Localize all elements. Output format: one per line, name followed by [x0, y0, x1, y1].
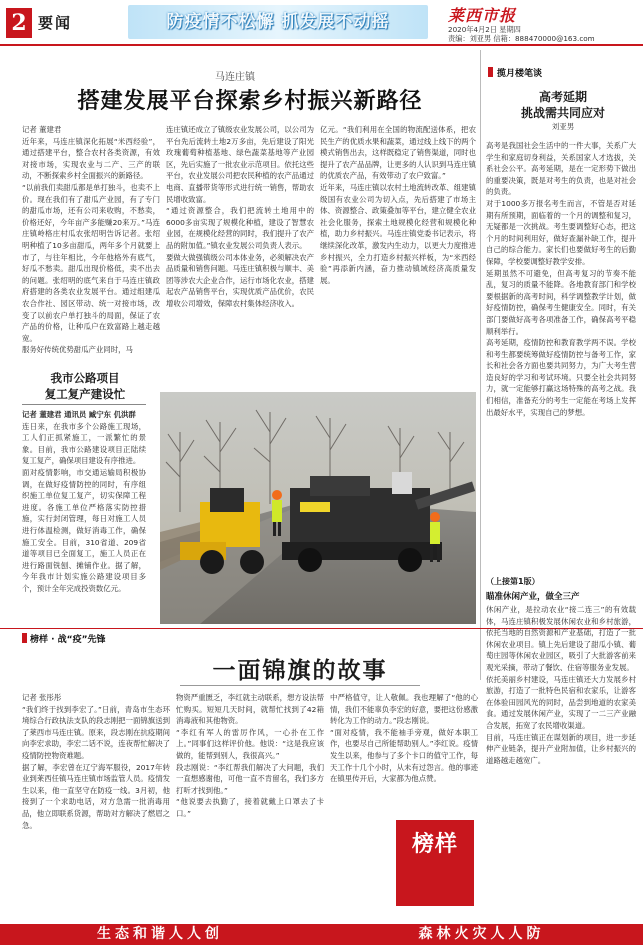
road-headline-1: 我市公路项目 [50, 371, 120, 385]
sidebar-body: 高考是我国社会生活中的一件大事，关系广大学生和家庭切身利益，关系国家人才选拔，关系社会公平。高考延期，是在一定形势下做出的重要决策，既是对考生的负责，也是对社会的负责。 对于1000多万报名考生而言，不管是否对延期有所预期，面临着的一个月的调整和复习，无疑都是一次挑战。考生要调整好心态，把这个月的时间利用好，做好查漏补缺工作，提升自己的综合能力。家长们也要做好考生的后勤保障，学校要调整好教学安排。 延期虽然不可避免，但高考复习的节奏不能乱，复习的质量不能降。各地教育部门和学校要根据新的高考时间，科学调整教学计划，做好疫情防控，确保考生健康安全。同时，有关部门要做好高考各项准备工作，确保高考平稳顺利举行。 高考延期，疫情防控和教育教学两不误。学校和考生都要统筹做好疫情防控与备考工作，家长和社会各方面也要共同努力，为广大考生营造良好的学习和考试环境。只要全社会共同努力，就一定能够打赢这场特殊的高考之战。我们相信，准备充分的考生一定能在考场上发挥出最好水平，实现自己的梦想。 [486, 141, 636, 417]
main-kicker: 马连庄镇 [215, 72, 255, 83]
road-body: 连日来，在我市多个公路施工现场，工人们正抓紧施工，一派繁忙的景象。目前，我市公路建设项目正陆续复工复产，确保项目建设有序推进。 面对疫情影响，市交通运输局积极协调，在做好疫情防控的同时，有序组织施工单位复工复产，切实保障工程进度。各施工单位严格落实防控措施，实行封闭管理，每日对施工人员进行体温检测，做好消毒工作，确保施工安全。目前，310省道、209省道等项目已全面复工，施工人员正在进行路面铣刨、摊铺作业。据了解，今年我市计划实施公路建设项目多个，预计全年完成投资数亿元。 [22, 421, 146, 593]
road-rule [22, 404, 146, 405]
sidebar-rule [480, 50, 481, 680]
section-title: 要闻 [38, 14, 73, 32]
banner-slogan: 防疫情不松懈 抓发展不动摇 [166, 12, 390, 32]
page-number: 2 [6, 8, 32, 38]
honor-tag-label: 榜样 · 战“疫”先锋 [30, 635, 106, 645]
masthead-logo: 莱西市报 [448, 6, 517, 25]
issue-editor: 责编：刘亚男 信箱：888470000@163.com [448, 34, 595, 43]
sidebar2-body: 休闲产业，是拉动农业“接二连三”的有效载体，马连庄镇积极发展休闲农业和乡村旅游，依托当地的自然资源和产业基础，打造了一批休闲农业项目。镇上先后建设了甜瓜小镇、葡萄庄园等休闲农业园区，吸引了大批游客前来观光采摘，带动了餐饮、住宿等服务业发展。 依托美丽乡村建设，马连庄镇还大力发展乡村旅游，打造了一批特色民宿和农家乐，让游客在体验田园风光的同时，品尝到地道的农家美食。通过发展休闲产业，实现了一二三产业融合发展，拓宽了农民增收渠道。 目前，马连庄镇正在谋划新的项目，进一步延伸产业链条，提升产业附加值，让乡村振兴的道路越走越宽广。 [486, 605, 636, 765]
hero-article-col2: 物资严重匮乏，李红就主动联系，想方设法帮忙购买。短短几天时间，就帮忙找到了42箱消毒液和其他物资。 “李红有军人的雷厉作风，一心扑在工作上。”同事们这样评价他。他说：“这是我应该做的，能帮到别人，我很高兴。” 段志刚说：“李红帮我们解决了大问题，我们一直想感谢他，可他一直不肯留名，我们多方打听才找到他。” “他说要去执勤了，接着就戴上口罩去了卡口。” [176, 693, 324, 818]
main-article-col2: 连庄镇还成立了镇级农业发展公司，以公司为平台先后流转土地2万多亩，先后建设了阳光玫瑰葡萄种植基地、绿色蔬菜基地等产业园区，先后实施了一批农业示范项目。依托这些平台，农业发展公司把农民种植的农产品通过电商、直播带货等形式进行统一销售，帮助农民增收致富。 “通过资源整合，我们把流转土地用中的6000多亩实现了规模化种植，建设了智慧农业园，在规模化经营的同时，我们提升了农产品的附加值。”镇农业发展公司负责人表示。 要做大做强镇级公司本体业务，必须解决农产品质量和销售问题。马连庄镇积极与顺丰、美团等涉农大企业合作，运行市场化农业，搭建起农产品销售平台，实现优质产品优价，农民增收公司增效，保障农村集体经济收入。 [166, 125, 314, 308]
tag-marker-icon [22, 633, 27, 643]
hero-article-col3: 中严格值守，让人敬佩。我也理解了“他的心情，我们不能辜负李宏的好意，要把这份感激转化为工作的动力。”段志刚说。 “面对疫情，我不能袖手旁观，做好本职工作，也要尽自己所能帮助别人。”李红说。疫情发生以来，他参与了多个卡口的值守工作，每天工作十几个小时，从未有过怨言。他的事迹在镇里传开后，大家都为他点赞。 [330, 693, 478, 784]
construction-photo-illustration [160, 392, 476, 624]
continuation-tag: （上接第1版） [486, 577, 540, 586]
sidebar-headline-1: 高考延期 [538, 90, 587, 104]
road-byline: 记者 董建君 通讯员 臧宁东 仉洪群 [22, 410, 136, 419]
sidebar-headline-2: 挑战需共同应对 [520, 106, 605, 120]
hero-headline: 一面锦旗的故事 [212, 658, 388, 684]
construction-photo [160, 392, 476, 624]
hero-article-col1: 记者 张彤彤 “我们终于找到李宏了。”日前，青岛市生态环境综合行政执法支队的段志刚把一面锦旗送到了莱西市马连庄镇。原来，段志刚在抗疫期间向李宏求助，李宏二话不说，连夜帮忙解决了疫情防控物资难题。 据了解，李宏曾在辽宁海军服役，2017年转业到莱西任镇马连庄镇市场监管人员。疫情发生以来，他一直坚守在防疫一线。3月初，他接到了一个求助电话，对方急需一批消毒用品，他立即联系货源，帮助对方解决了燃眉之急。 [22, 693, 170, 830]
tag-marker-icon [488, 67, 493, 77]
road-article [22, 409, 146, 621]
honor-column-tag [22, 632, 106, 645]
footer-slogan-right: 森林火灾人人防 [418, 926, 545, 942]
road-headline-2: 复工复产建设忙 [44, 387, 126, 401]
sidebar-author: 刘亚男 [551, 122, 575, 131]
header-divider [0, 44, 643, 46]
issue-date: 2020年4月2日 星期四 [448, 25, 521, 34]
sidebar2-headline: 瞄准休闲产业，做全三产 [486, 592, 580, 602]
main-article-col1: 记者 董建君 近年来，马连庄镇深化拓展“米西经验”，通过搭建平台，整合农村各类资源，有效对接市场，实现农业与二产、三产的联动，不断探索乡村全面振兴的新路径。 “以前我们卖甜瓜都是单打独斗，也卖不上价。现在我们有了甜瓜产业园，有了专门的甜瓜市场，还有公司来收购，不愁卖，价格还好，今年亩产多能赚20来万。”马连庄镇岭格庄村瓜农张绍明告诉记者。张绍明种植了10多亩甜瓜，两年多个月就要上市了，与往年相比，今年他格外有底气，好瓜不愁卖。甜瓜出现价格低，卖不出去的问题。张绍明的底气来自于马连庄镇政府搭建的各类农业发展平台。通过组建瓜农合作社、园区带动、统一对接市场，改变了以前农户单打独斗的局面，保证了农产品的价格，让种瓜户在致富路上越走越宽。 服务好传统优势甜瓜产业同时，马 [22, 125, 160, 355]
sidebar-tag-label: 揽月楼笔谈 [497, 69, 543, 79]
main-headline: 搭建发展平台探索乡村振兴新路径 [77, 89, 423, 114]
footer-slogan-left: 生态和谐人人创 [97, 926, 223, 942]
main-article-col3: 亿元。“我们利用在全国的物流配送体系，把农民生产的优质水果和蔬菜，通过线上线下的两个模式销售出去，这样既稳定了销售渠道，同时也提升了农产品品牌，让更多的人认识到马连庄镇的优质农产品，有效带动了农户致富。” 近年来，马连庄镇以农村土地流转改革、组建镇级国有农业公司为切入点，先后搭建了市场主体、资源整合、政策叠加等平台，建立健全农业社会化服务，探索土地规模化经营和规模化种植，助力乡村振兴。马连庄镇党委书记表示，将继续深化改革，激发内生动力，以更大力度推进乡村振兴，全力打造乡村振兴样板，为“米西经验”再添新内涵，奋力推动镇域经济高质量发展。 [320, 125, 476, 285]
hero-rule [180, 685, 420, 686]
role-model-badge: 榜样 [411, 832, 458, 857]
banner [128, 5, 428, 39]
sidebar-column-tag [488, 66, 628, 80]
